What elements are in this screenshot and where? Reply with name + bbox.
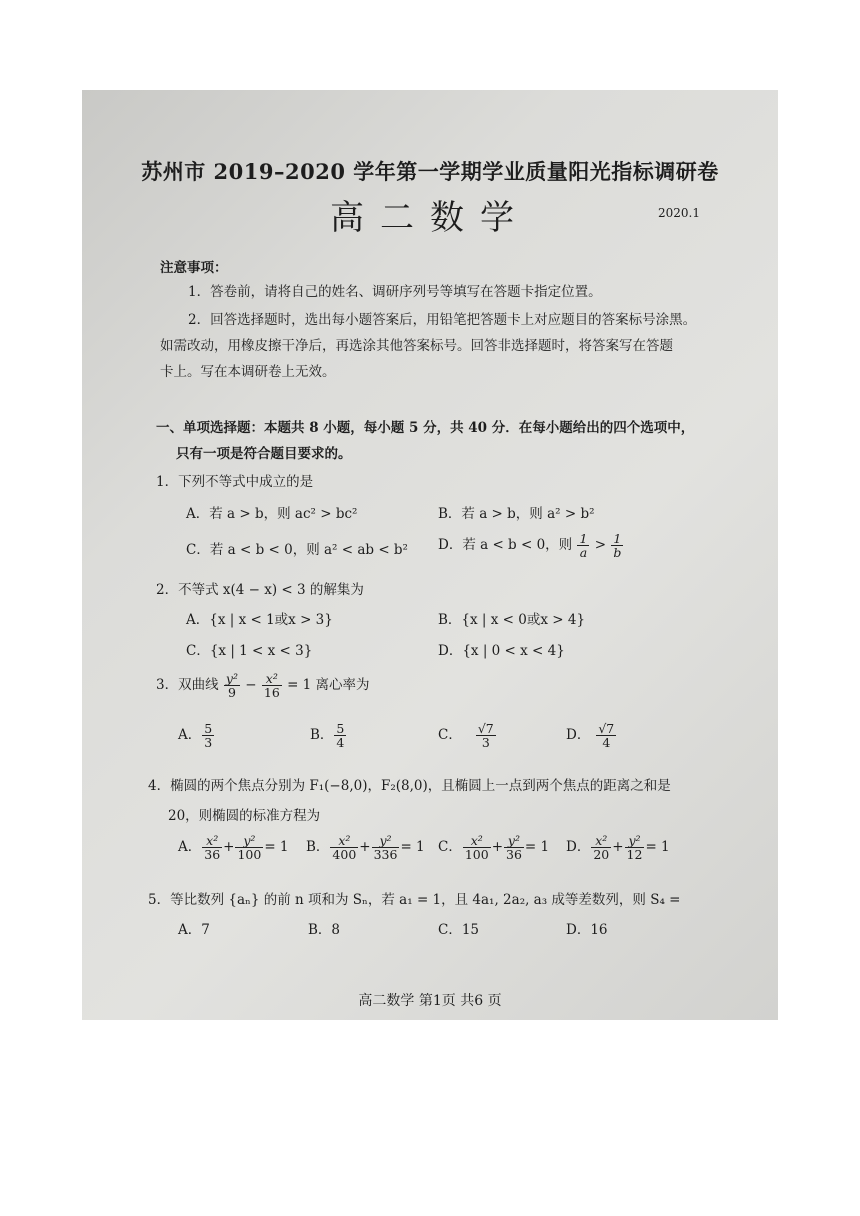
q4-c-numerator-2: y² — [504, 834, 524, 848]
question-3-option-c — [438, 722, 497, 749]
q3-stem-prefix: 3．双曲线 — [156, 677, 219, 694]
page-footer: 高二数学 第1页 共6 页 — [358, 993, 502, 1009]
subject-heading: 高二数学 — [330, 198, 530, 238]
q4-b-numerator-2: y² — [372, 834, 400, 848]
q4-a-equals: = 1 — [264, 839, 289, 856]
q4-c-denominator-1: 100 — [464, 847, 489, 863]
section-1-heading: 一、单项选择题：本题共 8 小题，每小题 5 分，共 40 分．在每小题给出的四个选项中， — [156, 420, 695, 436]
q4-c-numerator-1: x² — [463, 834, 491, 848]
q3-fraction-2-numerator: x² — [262, 672, 282, 686]
q4-a-denominator-1: 36 — [204, 847, 221, 863]
question-4-option-c — [438, 834, 549, 861]
q4-a-denominator-2: 100 — [237, 847, 262, 863]
q1-d-numerator-1: 1 — [579, 531, 588, 546]
q4-b-denominator-2: 336 — [373, 847, 398, 863]
q3-minus: − — [245, 677, 257, 694]
q3-b-numerator: 5 — [336, 721, 345, 736]
q4-b-denominator-1: 400 — [332, 847, 357, 863]
question-2-option-d: D．{x | 0 < x < 4} — [438, 643, 565, 659]
q1-d-relation: > — [594, 537, 607, 554]
q4-a-numerator-2: y² — [235, 834, 263, 848]
q3-fraction-1-numerator: y² — [225, 671, 238, 686]
q4-c-equals: = 1 — [524, 839, 550, 856]
notes-heading: 注意事项： — [160, 260, 228, 276]
question-1-option-d-prefix: D．若 a < b < 0，则 — [438, 537, 573, 554]
q4-b-plus: + — [359, 839, 371, 856]
q3-d-numerator: √7 — [598, 721, 615, 736]
question-3-option-b — [310, 722, 347, 749]
exam-sheet — [82, 90, 778, 1020]
q4-b-equals: = 1 — [400, 839, 425, 856]
note-item-2-line-2: 如需改动，用橡皮擦干净后，再选涂其他答案标号。回答非选择题时，将答案写在答题 — [160, 338, 673, 354]
q1-d-denominator-2: b — [613, 545, 622, 561]
question-4-option-b — [306, 834, 425, 861]
question-1-option-b: B．若 a > b，则 a² > b² — [438, 506, 595, 522]
exam-date: 2020.1 — [658, 206, 700, 220]
q3-c-denominator: 3 — [481, 735, 490, 751]
q3-a-label: A． — [178, 727, 202, 744]
q4-a-label: A． — [178, 839, 202, 856]
question-1-stem: 1．下列不等式中成立的是 — [156, 474, 314, 490]
question-4-option-d — [566, 834, 670, 861]
q3-stem-suffix: = 1 离心率为 — [287, 677, 370, 694]
q3-fraction-2-denominator: 16 — [263, 685, 280, 701]
question-5-stem: 5．等比数列 {aₙ} 的前 n 项和为 Sₙ，若 a₁ = 1，且 4a₁, 2a₂, a₃ 成等差数列，则 S₄ = — [148, 892, 681, 908]
q1-d-numerator-2: 1 — [611, 532, 623, 546]
q4-c-plus: + — [491, 839, 504, 856]
question-2-stem: 2．不等式 x(4 − x) < 3 的解集为 — [156, 582, 364, 598]
question-1-option-c: C．若 a < b < 0，则 a² < ab < b² — [186, 542, 408, 558]
q3-b-denominator: 4 — [336, 735, 345, 751]
q3-d-label: D． — [566, 727, 591, 744]
q4-d-denominator-2: 12 — [626, 847, 643, 863]
question-3-option-d — [566, 722, 617, 749]
q3-fraction-1-denominator: 9 — [227, 685, 236, 701]
q4-a-numerator-1: x² — [202, 834, 222, 848]
exam-title: 苏州市 2019–2020 学年第一学期学业质量阳光指标调研卷 — [141, 159, 719, 184]
question-5-option-c: C．15 — [438, 922, 480, 938]
q4-d-plus: + — [612, 839, 624, 856]
question-4-option-a — [178, 834, 289, 861]
q3-c-numerator: √7 — [477, 721, 494, 736]
question-3-stem — [156, 672, 370, 699]
note-item-1: 1．答卷前，请将自己的姓名、调研序列号等填写在答题卡指定位置。 — [188, 284, 602, 300]
q4-d-label: D． — [566, 839, 591, 856]
q4-a-plus: + — [223, 839, 235, 856]
q4-c-denominator-2: 36 — [506, 847, 522, 863]
q3-c-label: C． — [438, 727, 462, 744]
question-2-option-c: C．{x | 1 < x < 3} — [186, 643, 313, 659]
q1-d-denominator-1: a — [579, 545, 588, 561]
question-2-option-b: B．{x | x < 0或x > 4} — [438, 612, 586, 628]
q3-a-denominator: 3 — [204, 735, 213, 751]
question-5-option-a: A．7 — [178, 922, 210, 938]
q3-d-denominator: 4 — [602, 735, 611, 751]
section-1-subheading: 只有一项是符合题目要求的。 — [176, 446, 352, 462]
q4-b-label: B． — [306, 839, 330, 856]
question-1-option-d — [438, 532, 624, 559]
note-item-2-line-1: 2．回答选择题时，选出每小题答案后，用铅笔把答题卡上对应题目的答案标号涂黑。 — [188, 312, 697, 328]
q4-d-numerator-2: y² — [625, 834, 645, 848]
q3-b-label: B． — [310, 727, 334, 744]
q4-d-equals: = 1 — [645, 839, 670, 856]
question-4-stem-line-1: 4．椭圆的两个焦点分别为 F₁(−8,0)，F₂(8,0)，且椭圆上一点到两个焦点的距离之和是 — [148, 778, 671, 794]
question-4-stem-line-2: 20，则椭圆的标准方程为 — [168, 808, 321, 824]
question-1-option-a: A．若 a > b，则 ac² > bc² — [186, 506, 358, 522]
q4-b-numerator-1: x² — [330, 834, 358, 848]
q3-a-numerator: 5 — [204, 721, 213, 736]
question-5-option-d: D．16 — [566, 922, 608, 938]
q4-d-denominator-1: 20 — [593, 847, 610, 863]
question-3-option-a — [178, 722, 215, 749]
note-item-2-line-3: 卡上。写在本调研卷上无效。 — [160, 364, 336, 380]
q4-c-label: C． — [438, 839, 462, 856]
question-5-option-b: B．8 — [308, 922, 341, 938]
q4-d-numerator-1: x² — [591, 834, 611, 848]
question-2-option-a: A．{x | x < 1或x > 3} — [186, 612, 333, 628]
